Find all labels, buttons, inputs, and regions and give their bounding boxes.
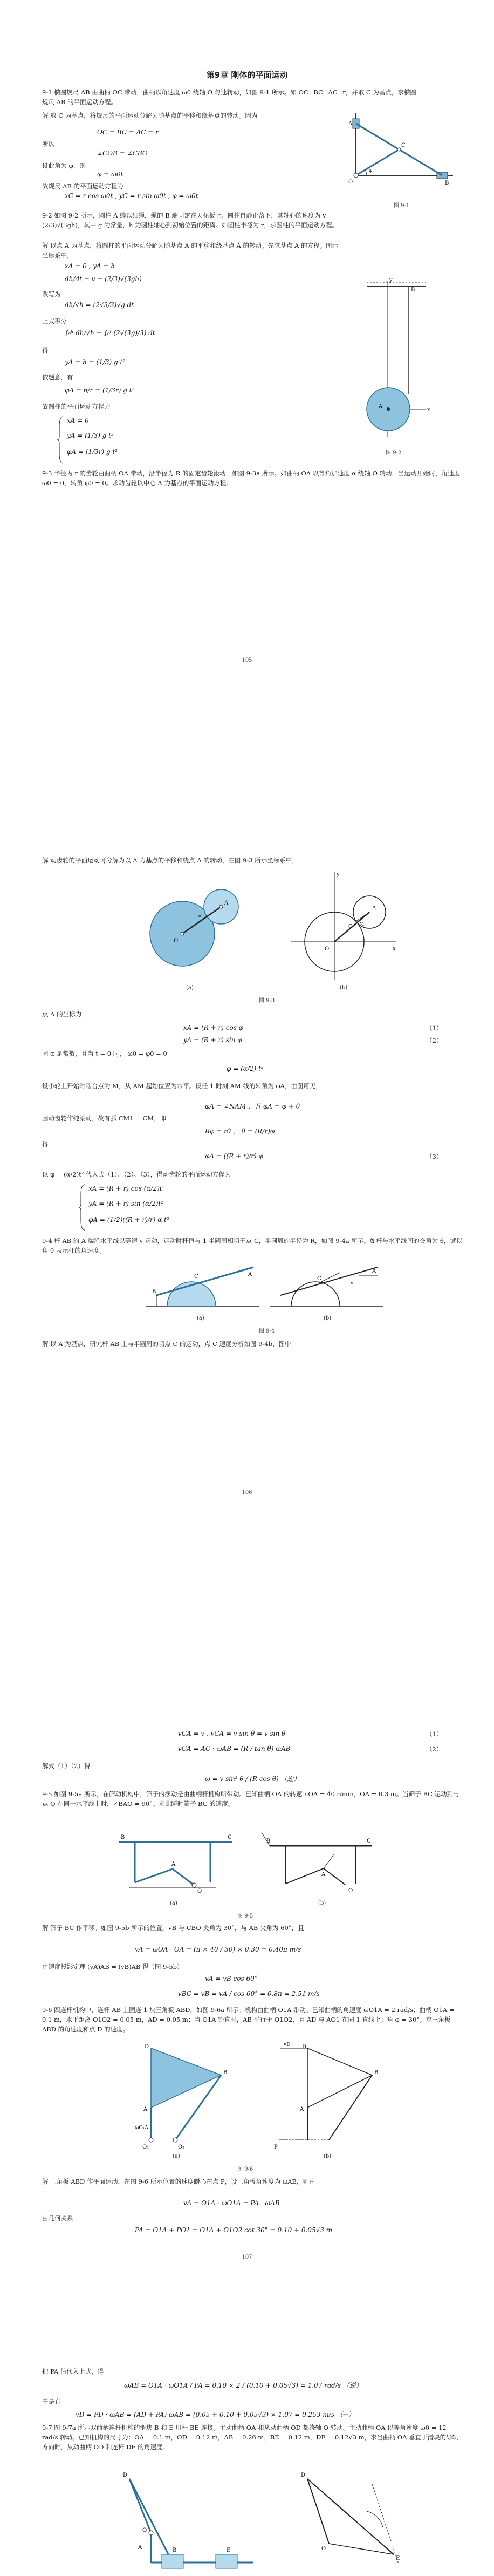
svg-text:O: O <box>325 946 330 952</box>
svg-text:O: O <box>348 1888 353 1894</box>
equation: vD = PD · ωAB = (AD + PA) ωAB = (0.05 + 0.10 + 0.05√3) × 1.07 = 0.253 m/s （←） <box>76 2411 355 2418</box>
page-number: 106 <box>242 1490 252 1496</box>
svg-text:A: A <box>348 121 353 127</box>
problem-9-7: 9-7 图 9-7a 所示双曲柄连杆机构的滑块 B 和 E 用杆 BE 连接。主动曲柄 OA 和从动曲柄 OD 都绕轴 O 转动。主动曲柄 OA 以等角速度 ω0 = 12 rad/s 转动。已知机构的尺寸为：OA = 0.1 m，OD = 0.12 m，AB = 0.26 m，BE = 0.12 m，DE = 0.12√3 m，求当曲柄 OA 垂直于滑块的导轨方向时，从动曲柄 OD 和连杆 DE 的角速度。 <box>42 2424 459 2451</box>
equation: ωAB = O1A · ωO1A / PA = 0.10 × 2 / (0.10 + 0.05√3) = 1.07 rad/s （逆） <box>124 2382 362 2389</box>
svg-text:y: y <box>389 277 393 283</box>
figure-9-5a-sieve <box>113 1826 237 1896</box>
subfigure-label-b: (b) <box>318 1900 326 1906</box>
subfigure-label-b: (b) <box>340 985 348 991</box>
svg-text:B: B <box>411 287 415 293</box>
text: 以 φ = (α/2)t² 代入式（1）、（2）、（3），得动齿轮的平面运动方程为 <box>42 1171 231 1178</box>
solution-9-4-intro: 解 以 A 为基点，研究杆 AB 上与半圆周的切点 C 的运动，点 C 速度分析如图 9-4b，图中 <box>42 1340 291 1348</box>
problem-9-1: 9-1 椭圆规尺 AB 由曲柄 OC 带动，曲柄以角速度 ω0 绕轴 O 匀速转动，如图 9-1 所示。如 OC=BC=AC=r，并取 C 为基点，求椭圆规尺 AB 的平面运动方程。 <box>42 89 416 106</box>
text: 把 PA 值代入上式，得 <box>42 2368 104 2375</box>
equation: φA = ((R + r)/r) φ <box>205 1152 263 1160</box>
svg-text:C: C <box>228 1834 232 1840</box>
equation: vBC = vB = vA / cos 60° = 0.8π = 2.51 m/s <box>178 1990 320 1997</box>
subfigure-label-b: (b) <box>324 1315 332 1321</box>
svg-text:x: x <box>393 946 396 952</box>
problem-9-4: 9-4 杆 AB 的 A 端沿水平线以等速 v 运动，运动时杆恒与 1 半圆周相切于点 C，半圆周的半径为 R，如图 9-4a 所示。如杆与水平线间的交角为 θ，试以角 θ 表示杆的角速度。 <box>42 1237 463 1254</box>
problem-9-2: 9-2 如图 9-2 所示，圆柱 A 缠以细绳，绳的 B 端固定在天花板上。圆柱自静止落下，其轴心的速度为 v = (2/3)√(3gh)，其中 g 为常量，h 为圆柱轴心到初始位置的距离。如圆柱半径为 r，求圆柱的平面运动方程。 <box>42 212 339 229</box>
text: 得 <box>42 1140 49 1148</box>
text: 得 <box>42 346 49 354</box>
solution-9-1-intro: 解 取 C 为基点，将规尺的平面运动分解为随基点的平移和绕基点的转动。因为 <box>42 112 258 119</box>
svg-text:O: O <box>321 2546 326 2552</box>
svg-text:A: A <box>321 1872 326 1878</box>
figure-9-6b-instant-center <box>270 2043 388 2151</box>
equation: φA = (1/3r) g t² <box>67 448 118 456</box>
equation-number: （2） <box>426 1745 443 1753</box>
figure-9-7a-double-crank <box>108 2468 259 2571</box>
svg-text:B: B <box>121 1834 125 1840</box>
problem-9-5: 9-5 如图 9-5a 所示，在筛动机构中，筛子的摆动是由曲柄杆机构所带动。已知曲柄 OA 的转速 nOA = 40 r/min，OA = 0.3 m。当筛子 BC 运动到与点 O 在同一水平线上时，∠BAO = 90°。求此瞬时筛子 BC 的速度。 <box>42 1790 459 1807</box>
page-number: 105 <box>242 657 252 663</box>
equation: OC = BC = AC = r <box>97 128 159 136</box>
svg-text:E: E <box>227 2547 231 2553</box>
text: 改写为 <box>42 290 61 298</box>
equation: φA = (1/2)((R + r)/r) α t² <box>88 1216 169 1224</box>
text: 点 A 的坐标为 <box>42 1010 82 1018</box>
text: 因 α 是常数，且当 t = 0 时， ω0 = φ0 = 0 <box>42 1050 167 1057</box>
equation-number: （1） <box>426 1024 443 1032</box>
svg-text:A: A <box>224 900 229 906</box>
svg-text:φ: φ <box>369 168 373 173</box>
svg-text:P: P <box>274 2144 278 2150</box>
svg-text:A: A <box>143 2106 148 2112</box>
text: 所以 <box>42 140 54 148</box>
figure-caption: 图 9-4 <box>259 1328 275 1334</box>
figure-9-3a-gears <box>140 874 253 982</box>
equation: yA = (1/3) g t² <box>67 432 114 439</box>
problem-9-6: 9-6 四连杆机构中，连杆 AB 上固连 1 块三角板 ABD，如图 9-6a 所示。机构由曲柄 O1A 带动。已知曲柄的角速度 ωO1A = 2 rad/s；曲柄 O1A = 0.1 m，水平距离 O1O2 = 0.05 m，AD = 0.05 m；当 O1A 铅直时，AB 平行于 O1O2，且 AD 与 AO1 在同 1 直线上；角 φ = 30°。求三角板 ABD 的角速度和点 D 的速度。 <box>42 2006 455 2033</box>
text: 解式（1）（2）得 <box>42 1762 91 1770</box>
svg-text:x: x <box>427 407 430 413</box>
brace <box>58 416 64 464</box>
svg-text:vD: vD <box>284 2042 291 2048</box>
figure-9-2-cylinder <box>345 270 442 448</box>
text: 上式积分 <box>42 317 67 325</box>
svg-text:O: O <box>348 179 353 185</box>
equation: vA = vB cos 60° <box>205 1975 258 1982</box>
figure-9-4b-velocity <box>270 1263 383 1311</box>
page-106 <box>0 850 494 1714</box>
equation: xA = (R + r) cos (α/2)t² <box>88 1185 165 1192</box>
subfigure-label-a: (a) <box>173 2153 180 2159</box>
equation: φ = ω0t <box>97 171 124 178</box>
figure-9-3b-geometry <box>291 872 399 985</box>
svg-text:M: M <box>359 922 365 927</box>
svg-text:A: A <box>300 2106 304 2112</box>
svg-text:B: B <box>445 180 449 186</box>
figure-9-6a-triangle-plate <box>129 2043 237 2151</box>
equation-number: （2） <box>426 1037 443 1044</box>
figure-9-5b-velocity <box>259 1824 383 1897</box>
chapter-title: 第9章 刚体的平面运动 <box>206 70 288 80</box>
text: 于是有 <box>42 2398 61 2405</box>
svg-text:O₂: O₂ <box>178 2144 185 2150</box>
equation: vA = ωOA · OA = (π × 40 / 30) × 0.30 = 0.40π m/s <box>135 1946 301 1953</box>
text: 故规尺 AB 的平面运动方程为 <box>42 182 124 190</box>
svg-text:E: E <box>396 2555 400 2561</box>
equation: dh/dt = v = (2/3)√(3gh) <box>65 275 142 283</box>
equation: PA = O1A + PO1 = O1A + O1O2 cot 30° = 0.10 + 0.05√3 m <box>135 2226 333 2234</box>
svg-text:D: D <box>302 2044 307 2050</box>
equation-number: （3） <box>426 1153 443 1160</box>
svg-text:O: O <box>142 2527 147 2533</box>
svg-text:O: O <box>174 938 179 944</box>
solution-9-5-intro: 解 筛子 BC 作平移。如图 9-5b 所示的位置，vB 与 CBO 夹角为 30°，与 AB 夹角为 60°，且 <box>42 1924 304 1932</box>
figure-9-4a-rod-semicircle <box>146 1263 259 1311</box>
figure-caption: 图 9-6 <box>237 2166 253 2172</box>
figure-caption: 图 9-3 <box>259 998 275 1004</box>
svg-text:B: B <box>223 2070 228 2076</box>
equation: φA = h/r = (1/3r) g t² <box>65 386 135 394</box>
text: 由几何关系 <box>42 2214 73 2222</box>
solution-9-3-intro: 解 动齿轮的平面运动可分解为以 A 为基点的平移和绕点 A 的转动，在图 9-3 所示坐标系中， <box>42 857 298 864</box>
equation: φ = (α/2) t² <box>227 1065 264 1072</box>
equation: φA = ∠NAM ，且 φA = φ + θ <box>205 1103 300 1110</box>
subfigure-label-a: (a) <box>197 1315 204 1321</box>
solution-9-2-intro: 解 以点 A 为基点，将圆柱的平面运动分解为随基点 A 的平移和绕基点 A 的转动。先求基点 A 的方程。图示坐标系中， <box>42 242 339 259</box>
equation: ∫₀ʰ dh/√h = ∫₀ᵗ (2√(3g)/3) dt <box>65 329 155 337</box>
svg-text:y: y <box>337 872 340 878</box>
equation: xA = (R + r) cos φ <box>183 1024 244 1031</box>
svg-text:B: B <box>152 1289 156 1295</box>
equation: xA = 0 , yA = h <box>65 262 115 270</box>
svg-text:A: A <box>372 905 376 911</box>
svg-text:A: A <box>138 2545 142 2551</box>
equation: ω = v sin² θ / (R cos θ) （逆） <box>205 1775 300 1783</box>
svg-text:C: C <box>367 1838 371 1844</box>
equation: ∠COB = ∠CBO <box>97 149 148 157</box>
text: 故圆柱的平面运动方程为 <box>42 403 111 410</box>
svg-text:A: A <box>248 1272 252 1277</box>
svg-text:C: C <box>348 924 352 929</box>
equation: vCA = v , vCA = v sin θ = v sin θ <box>178 1730 286 1737</box>
figure-9-7b-velocity <box>291 2468 410 2571</box>
svg-text:B: B <box>374 2070 379 2076</box>
svg-text:C: C <box>317 1276 321 1282</box>
page-number: 107 <box>242 2254 252 2260</box>
text: 设小轮上开始时啮合点为 M，从 AM 起始位置为水平。设任 1 时刻 AM 线的转角为 φA，由图可见， <box>42 1082 322 1090</box>
svg-text:A: A <box>379 404 383 410</box>
problem-9-3: 9-3 半径为 r 的齿轮由曲柄 OA 带动，沿半径为 R 的固定齿轮滚动，如图 9-3a 所示。如曲柄 OA 以等角加速度 α 绕轴 O 转动，当运动开始时，角速度 ω0 = 0，转角 φ0 = 0。求动齿轮以中心 A 为基点的平面运动方程。 <box>42 470 461 487</box>
text: 因动齿轮作纯滚动，故有弧 CM1 = CM，即 <box>42 1114 167 1122</box>
equation: vCA = AC · ωAB = (R / tan θ) ωAB <box>178 1745 291 1752</box>
equation: xC = r cos ω0t , yC = r sin ω0t , φ = ω0t <box>65 192 198 200</box>
svg-text:v: v <box>351 1281 354 1286</box>
svg-text:A: A <box>171 1861 176 1867</box>
svg-text:ωO₁A: ωO₁A <box>135 2125 148 2131</box>
svg-text:C: C <box>401 142 406 148</box>
svg-text:D: D <box>123 2472 128 2478</box>
text: 依题意，有 <box>42 373 73 381</box>
svg-text:O₁: O₁ <box>142 2144 149 2150</box>
figure-9-1-ellipsograph <box>345 108 464 189</box>
svg-text:O: O <box>197 1888 202 1894</box>
equation: xA = 0 <box>67 417 89 424</box>
figure-caption: 图 9-5 <box>237 1913 253 1919</box>
equation: dh/√h = (2√3/3)√g dt <box>65 301 134 309</box>
equation: yA = (R + r) sin φ <box>183 1036 242 1044</box>
solution-9-6-intro: 解 三角板 ABD 作平面运动，在图 9-6 所示位置的速度瞬心在点 P，设三角板角速度为 ωAB，则由 <box>42 2178 315 2185</box>
equation: vA = O1A · ωO1A = PA · ωAB <box>183 2199 280 2207</box>
text: 由速度投影定理 (vA)AB = (vB)AB 得（图 9-5b） <box>42 1963 183 1970</box>
subfigure-label-b: (b) <box>324 2153 332 2159</box>
text: 设此角为 φ，则 <box>42 162 86 169</box>
equation: Rφ = rθ ， θ = (R/r)φ <box>205 1127 275 1135</box>
figure-caption: 图 9-2 <box>386 450 402 456</box>
svg-text:D: D <box>145 2044 149 2050</box>
svg-text:B: B <box>266 1838 271 1844</box>
page-105 <box>0 0 494 850</box>
svg-text:A: A <box>372 1268 376 1274</box>
svg-text:B: B <box>173 2547 177 2553</box>
figure-caption: 图 9-1 <box>394 203 410 209</box>
svg-text:C: C <box>194 1274 198 1280</box>
brace <box>80 1184 85 1231</box>
svg-text:D: D <box>301 2472 306 2478</box>
equation: yA = h = (1/3) g t² <box>65 358 126 366</box>
subfigure-label-a: (a) <box>186 985 194 991</box>
equation-number: （1） <box>426 1730 443 1738</box>
subfigure-label-a: (a) <box>170 1900 177 1906</box>
svg-text:α: α <box>198 914 202 919</box>
page-107 <box>0 1714 494 2576</box>
equation: yA = (R + r) sin (α/2)t² <box>88 1200 164 1207</box>
